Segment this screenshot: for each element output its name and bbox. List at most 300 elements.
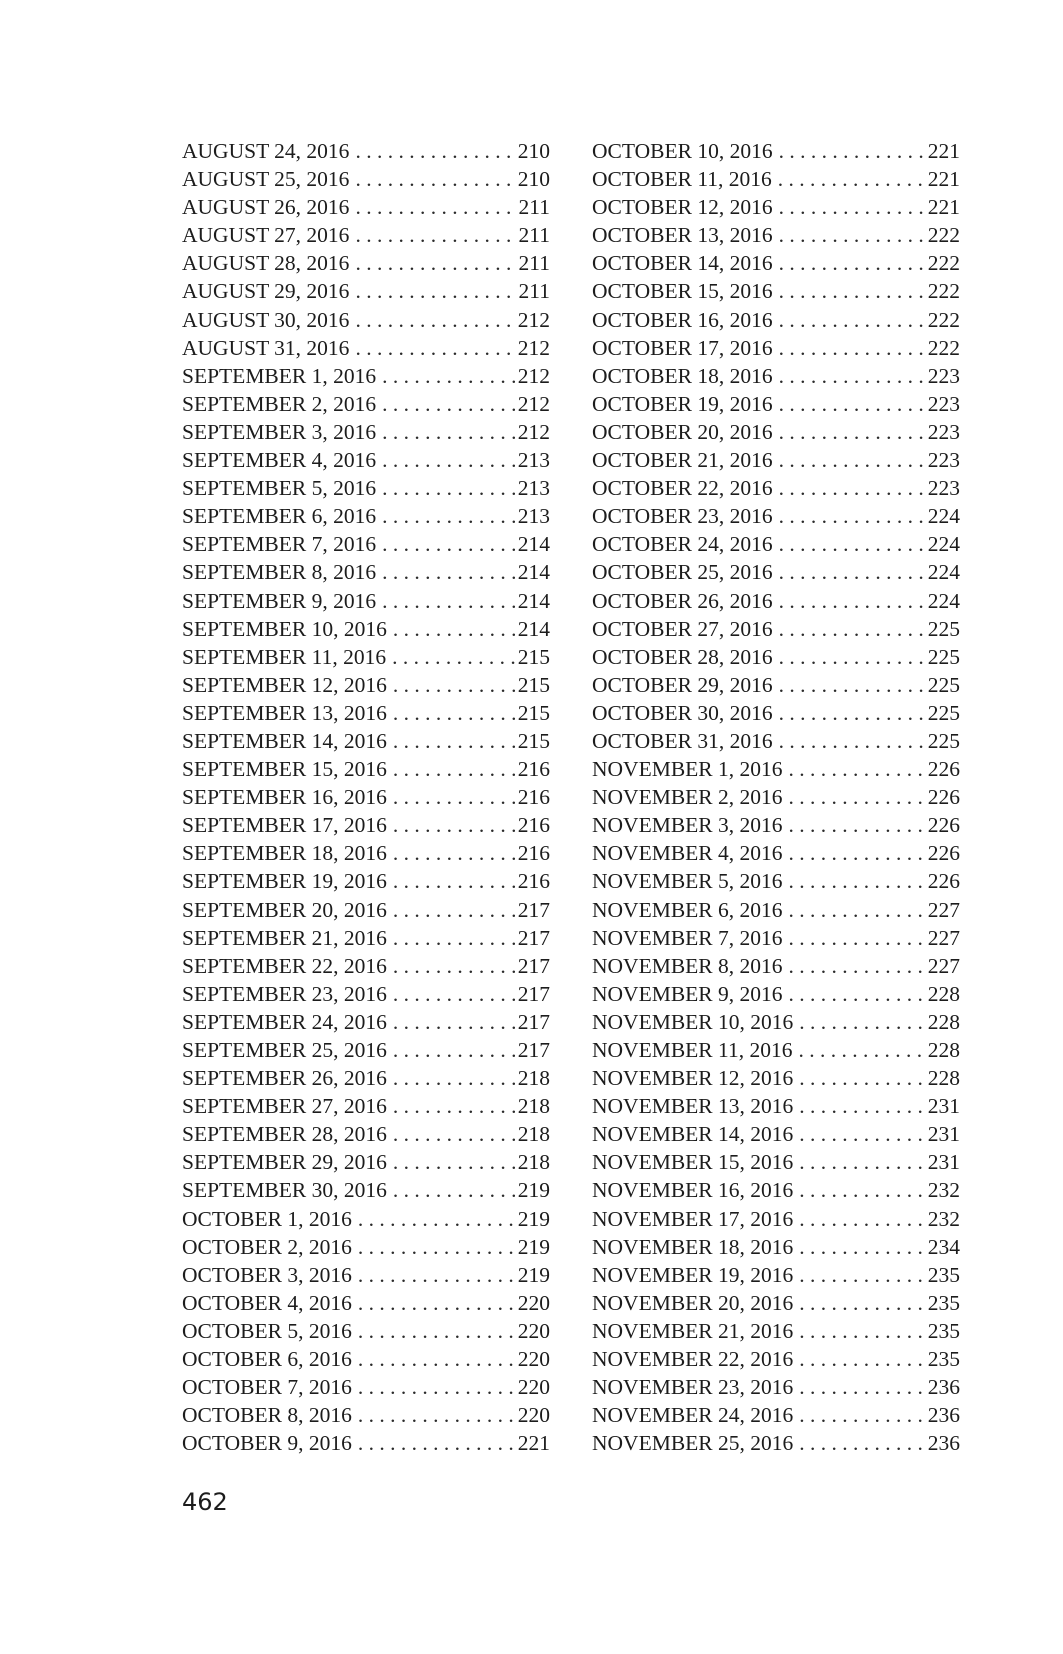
entry-date: OCTOBER 17, 2016 [592, 335, 773, 360]
toc-entry [592, 755, 960, 783]
entry-page: 221 [927, 195, 960, 220]
entry-date: NOVEMBER 19, 2016 [592, 1262, 794, 1287]
entry-date: OCTOBER 2, 2016 [182, 1234, 352, 1259]
toc-entry [592, 530, 960, 558]
entry-date: NOVEMBER 17, 2016 [592, 1206, 794, 1231]
entry-date: SEPTEMBER 27, 2016 [182, 1094, 387, 1119]
entry-page: 235 [927, 1318, 960, 1343]
entry-page: 228 [927, 981, 960, 1006]
entry-date: NOVEMBER 24, 2016 [592, 1403, 794, 1428]
toc-entry [182, 277, 550, 305]
entry-date: SEPTEMBER 16, 2016 [182, 785, 387, 810]
entry-page: 227 [927, 897, 960, 922]
dot-leader [799, 1008, 924, 1036]
entry-page: 216 [517, 785, 550, 810]
toc-entry [182, 418, 550, 446]
entry-date: OCTOBER 7, 2016 [182, 1375, 352, 1400]
toc-entry [592, 306, 960, 334]
toc-entry [182, 1289, 550, 1317]
toc-column-left [182, 137, 550, 1457]
entry-date: NOVEMBER 9, 2016 [592, 981, 783, 1006]
entry-page: 231 [927, 1150, 960, 1175]
toc-entry [182, 839, 550, 867]
dot-leader [779, 221, 925, 249]
entry-page: 212 [517, 335, 550, 360]
dot-leader [799, 1148, 924, 1176]
dot-leader [799, 1429, 924, 1457]
entry-page: 223 [927, 448, 960, 473]
entry-page: 223 [927, 476, 960, 501]
entry-page: 212 [517, 307, 550, 332]
dot-leader [779, 615, 925, 643]
entry-page: 222 [927, 279, 960, 304]
entry-page: 218 [517, 1150, 550, 1175]
toc-entry [182, 1120, 550, 1148]
dot-leader [355, 165, 514, 193]
dot-leader [393, 783, 515, 811]
entry-date: NOVEMBER 7, 2016 [592, 925, 783, 950]
dot-leader [393, 755, 515, 783]
entry-page: 235 [927, 1347, 960, 1372]
dot-leader [789, 867, 925, 895]
entry-date: AUGUST 30, 2016 [182, 307, 350, 332]
toc-entry [592, 502, 960, 530]
entry-page: 217 [517, 897, 550, 922]
entry-date: NOVEMBER 22, 2016 [592, 1347, 794, 1372]
entry-date: SEPTEMBER 28, 2016 [182, 1122, 387, 1147]
dot-leader [789, 952, 925, 980]
entry-page: 220 [517, 1290, 550, 1315]
dot-leader [393, 1008, 515, 1036]
dot-leader [779, 362, 925, 390]
dot-leader [789, 839, 925, 867]
entry-page: 212 [517, 363, 550, 388]
dot-leader [799, 1176, 924, 1204]
toc-entry [182, 811, 550, 839]
entry-page: 232 [927, 1206, 960, 1231]
dot-leader [393, 867, 515, 895]
dot-leader [779, 643, 925, 671]
toc-entry [592, 137, 960, 165]
entry-page: 236 [927, 1431, 960, 1456]
toc-entry [182, 867, 550, 895]
dot-leader [799, 1205, 924, 1233]
toc-entry [182, 1176, 550, 1204]
toc-entry [592, 334, 960, 362]
entry-page: 225 [927, 728, 960, 753]
entry-page: 236 [927, 1403, 960, 1428]
dot-leader [358, 1317, 515, 1345]
entry-page: 211 [518, 279, 550, 304]
entry-page: 213 [517, 448, 550, 473]
toc-entry [592, 952, 960, 980]
dot-leader [393, 671, 515, 699]
entry-date: NOVEMBER 10, 2016 [592, 1009, 794, 1034]
dot-leader [393, 1064, 515, 1092]
dot-leader [779, 249, 925, 277]
dot-leader [393, 896, 515, 924]
dot-leader [382, 362, 515, 390]
entry-page: 217 [517, 981, 550, 1006]
dot-leader [779, 137, 925, 165]
entry-page: 214 [517, 560, 550, 585]
toc-entry [182, 1373, 550, 1401]
toc-entry [592, 193, 960, 221]
entry-date: OCTOBER 20, 2016 [592, 419, 773, 444]
dot-leader [355, 221, 515, 249]
entry-page: 214 [517, 532, 550, 557]
dot-leader [355, 249, 515, 277]
toc-entry [182, 502, 550, 530]
entry-date: OCTOBER 14, 2016 [592, 251, 773, 276]
dot-leader [393, 1092, 515, 1120]
entry-date: OCTOBER 5, 2016 [182, 1318, 352, 1343]
toc-entry [592, 446, 960, 474]
toc-entry [182, 615, 550, 643]
entry-page: 232 [927, 1178, 960, 1203]
entry-page: 235 [927, 1262, 960, 1287]
dot-leader [779, 474, 925, 502]
dot-leader [355, 334, 514, 362]
entry-date: OCTOBER 6, 2016 [182, 1347, 352, 1372]
entry-page: 221 [517, 1431, 550, 1456]
toc-entry [592, 1205, 960, 1233]
entry-page: 223 [927, 419, 960, 444]
entry-date: OCTOBER 22, 2016 [592, 476, 773, 501]
entry-page: 223 [927, 391, 960, 416]
toc-entry [592, 1289, 960, 1317]
dot-leader [393, 699, 515, 727]
dot-leader [799, 1261, 924, 1289]
toc-entry [182, 474, 550, 502]
entry-page: 227 [927, 953, 960, 978]
toc-entry [592, 1148, 960, 1176]
dot-leader [779, 671, 925, 699]
toc-entry [592, 1261, 960, 1289]
entry-date: SEPTEMBER 26, 2016 [182, 1066, 387, 1091]
toc-entry [592, 643, 960, 671]
entry-page: 222 [927, 223, 960, 248]
dot-leader [779, 446, 925, 474]
toc-entry [592, 1401, 960, 1429]
dot-leader [779, 390, 925, 418]
dot-leader [355, 193, 515, 221]
toc-entry [592, 1120, 960, 1148]
entry-page: 225 [927, 700, 960, 725]
toc-entry [182, 1092, 550, 1120]
entry-date: SEPTEMBER 10, 2016 [182, 616, 387, 641]
dot-leader [779, 502, 925, 530]
dot-leader [358, 1261, 515, 1289]
dot-leader [799, 1401, 924, 1429]
dot-leader [393, 980, 515, 1008]
toc-entry [182, 1429, 550, 1457]
entry-page: 216 [517, 841, 550, 866]
toc-entry [592, 1036, 960, 1064]
entry-page: 220 [517, 1347, 550, 1372]
entry-page: 226 [927, 869, 960, 894]
dot-leader [789, 811, 925, 839]
dot-leader [393, 811, 515, 839]
toc-entry [182, 1401, 550, 1429]
entry-date: SEPTEMBER 2, 2016 [182, 391, 377, 416]
entry-page: 215 [517, 672, 550, 697]
dot-leader [799, 1289, 924, 1317]
toc-entry [592, 671, 960, 699]
entry-date: OCTOBER 4, 2016 [182, 1290, 352, 1315]
toc-entry [592, 1008, 960, 1036]
entry-page: 221 [927, 167, 960, 192]
entry-date: SEPTEMBER 6, 2016 [182, 504, 377, 529]
entry-date: OCTOBER 9, 2016 [182, 1431, 352, 1456]
toc-entry [182, 446, 550, 474]
entry-date: NOVEMBER 1, 2016 [592, 757, 783, 782]
entry-date: NOVEMBER 2, 2016 [592, 785, 783, 810]
dot-leader [779, 277, 925, 305]
entry-page: 217 [517, 1009, 550, 1034]
entry-date: SEPTEMBER 9, 2016 [182, 588, 377, 613]
entry-page: 222 [927, 307, 960, 332]
toc-entry [182, 1261, 550, 1289]
entry-date: AUGUST 27, 2016 [182, 223, 350, 248]
entry-page: 218 [517, 1094, 550, 1119]
toc-entry [592, 474, 960, 502]
entry-page: 223 [927, 363, 960, 388]
dot-leader [799, 1373, 924, 1401]
entry-date: SEPTEMBER 25, 2016 [182, 1038, 387, 1062]
toc-entry [182, 249, 550, 277]
entry-page: 228 [927, 1066, 960, 1091]
toc-entry [182, 1036, 550, 1064]
entry-date: NOVEMBER 11, 2016 [592, 1038, 793, 1062]
entry-date: SEPTEMBER 14, 2016 [182, 728, 387, 753]
entry-date: NOVEMBER 20, 2016 [592, 1290, 794, 1315]
toc-entry [182, 727, 550, 755]
dot-leader [779, 306, 925, 334]
toc-entry [592, 1373, 960, 1401]
entry-date: NOVEMBER 3, 2016 [592, 813, 783, 838]
dot-leader [382, 530, 515, 558]
dot-leader [382, 390, 515, 418]
toc-entry [592, 867, 960, 895]
toc-entry [592, 277, 960, 305]
entry-date: OCTOBER 16, 2016 [592, 307, 773, 332]
entry-page: 216 [517, 757, 550, 782]
toc-entry [592, 1233, 960, 1261]
toc-entry [182, 1345, 550, 1373]
entry-page: 227 [927, 925, 960, 950]
toc-entry [182, 924, 550, 952]
entry-date: NOVEMBER 8, 2016 [592, 953, 783, 978]
toc-entry [592, 587, 960, 615]
entry-page: 212 [517, 419, 550, 444]
toc-entry [182, 334, 550, 362]
toc-entry [182, 1317, 550, 1345]
entry-page: 224 [927, 560, 960, 585]
entry-date: SEPTEMBER 11, 2016 [182, 644, 387, 669]
entry-page: 225 [927, 672, 960, 697]
toc-entry [592, 615, 960, 643]
entry-date: SEPTEMBER 21, 2016 [182, 925, 387, 950]
dot-leader [355, 277, 515, 305]
entry-date: SEPTEMBER 18, 2016 [182, 841, 387, 866]
toc-entry [592, 1429, 960, 1457]
entry-page: 211 [518, 251, 550, 276]
entry-date: OCTOBER 18, 2016 [592, 363, 773, 388]
entry-date: AUGUST 26, 2016 [182, 195, 350, 220]
entry-date: SEPTEMBER 22, 2016 [182, 953, 387, 978]
entry-page: 224 [927, 532, 960, 557]
toc-entry [182, 306, 550, 334]
dot-leader [789, 980, 925, 1008]
entry-date: NOVEMBER 14, 2016 [592, 1122, 794, 1147]
entry-page: 219 [517, 1234, 550, 1259]
entry-page: 235 [927, 1290, 960, 1315]
dot-leader [789, 755, 925, 783]
entry-page: 224 [927, 588, 960, 613]
dot-leader [355, 137, 514, 165]
toc-entry [182, 137, 550, 165]
entry-page: 234 [927, 1234, 960, 1259]
entry-page: 219 [517, 1178, 550, 1203]
entry-date: OCTOBER 30, 2016 [592, 700, 773, 725]
dot-leader [358, 1289, 515, 1317]
entry-date: OCTOBER 25, 2016 [592, 560, 773, 585]
entry-date: OCTOBER 1, 2016 [182, 1206, 352, 1231]
entry-date: OCTOBER 26, 2016 [592, 588, 773, 613]
entry-date: NOVEMBER 15, 2016 [592, 1150, 794, 1175]
toc-entry [592, 1092, 960, 1120]
entry-date: SEPTEMBER 17, 2016 [182, 813, 387, 838]
entry-date: NOVEMBER 16, 2016 [592, 1178, 794, 1203]
dot-leader [382, 558, 515, 586]
entry-date: OCTOBER 13, 2016 [592, 223, 773, 248]
dot-leader [779, 530, 925, 558]
toc-entry [592, 980, 960, 1008]
dot-leader [799, 1233, 924, 1261]
toc-entry [182, 587, 550, 615]
entry-page: 221 [927, 139, 960, 163]
toc-entry [592, 1345, 960, 1373]
toc-entry [182, 1064, 550, 1092]
entry-page: 225 [927, 644, 960, 669]
toc-entry [182, 699, 550, 727]
entry-page: 210 [517, 167, 550, 192]
entry-date: NOVEMBER 23, 2016 [592, 1375, 794, 1400]
entry-page: 211 [518, 223, 550, 248]
entry-date: SEPTEMBER 3, 2016 [182, 419, 377, 444]
dot-leader [779, 558, 925, 586]
entry-date: NOVEMBER 18, 2016 [592, 1234, 794, 1259]
dot-leader [382, 418, 515, 446]
dot-leader [358, 1429, 515, 1457]
dot-leader [799, 1092, 924, 1120]
entry-page: 217 [517, 953, 550, 978]
entry-page: 215 [517, 700, 550, 725]
entry-page: 216 [517, 869, 550, 894]
entry-page: 225 [927, 616, 960, 641]
toc-entry [182, 558, 550, 586]
dot-leader [382, 474, 515, 502]
entry-date: AUGUST 29, 2016 [182, 279, 350, 304]
toc-entry [182, 952, 550, 980]
dot-leader [779, 193, 925, 221]
dot-leader [393, 1036, 515, 1064]
toc-entry [182, 671, 550, 699]
entry-date: SEPTEMBER 19, 2016 [182, 869, 387, 894]
entry-page: 226 [927, 757, 960, 782]
entry-page: 215 [517, 644, 550, 669]
entry-page: 236 [927, 1375, 960, 1400]
dot-leader [789, 783, 925, 811]
entry-page: 224 [927, 504, 960, 529]
entry-date: SEPTEMBER 23, 2016 [182, 981, 387, 1006]
entry-date: SEPTEMBER 15, 2016 [182, 757, 387, 782]
toc-entry [592, 221, 960, 249]
toc-entry [592, 558, 960, 586]
entry-date: OCTOBER 11, 2016 [592, 167, 772, 192]
dot-leader [358, 1345, 515, 1373]
entry-date: NOVEMBER 25, 2016 [592, 1431, 794, 1456]
entry-page: 215 [517, 728, 550, 753]
dot-leader [798, 1036, 924, 1064]
toc-entry [182, 980, 550, 1008]
dot-leader [779, 699, 925, 727]
entry-date: OCTOBER 15, 2016 [592, 279, 773, 304]
entry-page: 226 [927, 813, 960, 838]
toc-entry [592, 165, 960, 193]
entry-page: 214 [517, 616, 550, 641]
toc-entry [182, 362, 550, 390]
entry-page: 228 [927, 1038, 960, 1062]
entry-page: 226 [927, 785, 960, 810]
entry-page: 222 [927, 251, 960, 276]
dot-leader [393, 727, 515, 755]
toc-entry [592, 811, 960, 839]
dot-leader [393, 952, 515, 980]
dot-leader [393, 1120, 515, 1148]
dot-leader [382, 446, 515, 474]
entry-date: OCTOBER 21, 2016 [592, 448, 773, 473]
dot-leader [779, 587, 925, 615]
entry-date: OCTOBER 3, 2016 [182, 1262, 352, 1287]
entry-page: 213 [517, 504, 550, 529]
toc-entry [592, 1064, 960, 1092]
entry-page: 220 [517, 1375, 550, 1400]
dot-leader [382, 587, 515, 615]
entry-page: 219 [517, 1262, 550, 1287]
entry-date: NOVEMBER 4, 2016 [592, 841, 783, 866]
dot-leader [789, 924, 925, 952]
dot-leader [799, 1317, 924, 1345]
entry-date: OCTOBER 29, 2016 [592, 672, 773, 697]
entry-page: 213 [517, 476, 550, 501]
entry-date: OCTOBER 23, 2016 [592, 504, 773, 529]
dot-leader [789, 896, 925, 924]
entry-page: 212 [517, 391, 550, 416]
toc-entry [182, 1205, 550, 1233]
entry-page: 220 [517, 1403, 550, 1428]
entry-date: SEPTEMBER 24, 2016 [182, 1009, 387, 1034]
entry-page: 222 [927, 335, 960, 360]
entry-date: NOVEMBER 21, 2016 [592, 1318, 794, 1343]
dot-leader [358, 1401, 515, 1429]
entry-page: 217 [517, 1038, 550, 1062]
entry-date: OCTOBER 19, 2016 [592, 391, 773, 416]
entry-page: 217 [517, 925, 550, 950]
entry-date: AUGUST 25, 2016 [182, 167, 350, 192]
entry-page: 231 [927, 1122, 960, 1147]
